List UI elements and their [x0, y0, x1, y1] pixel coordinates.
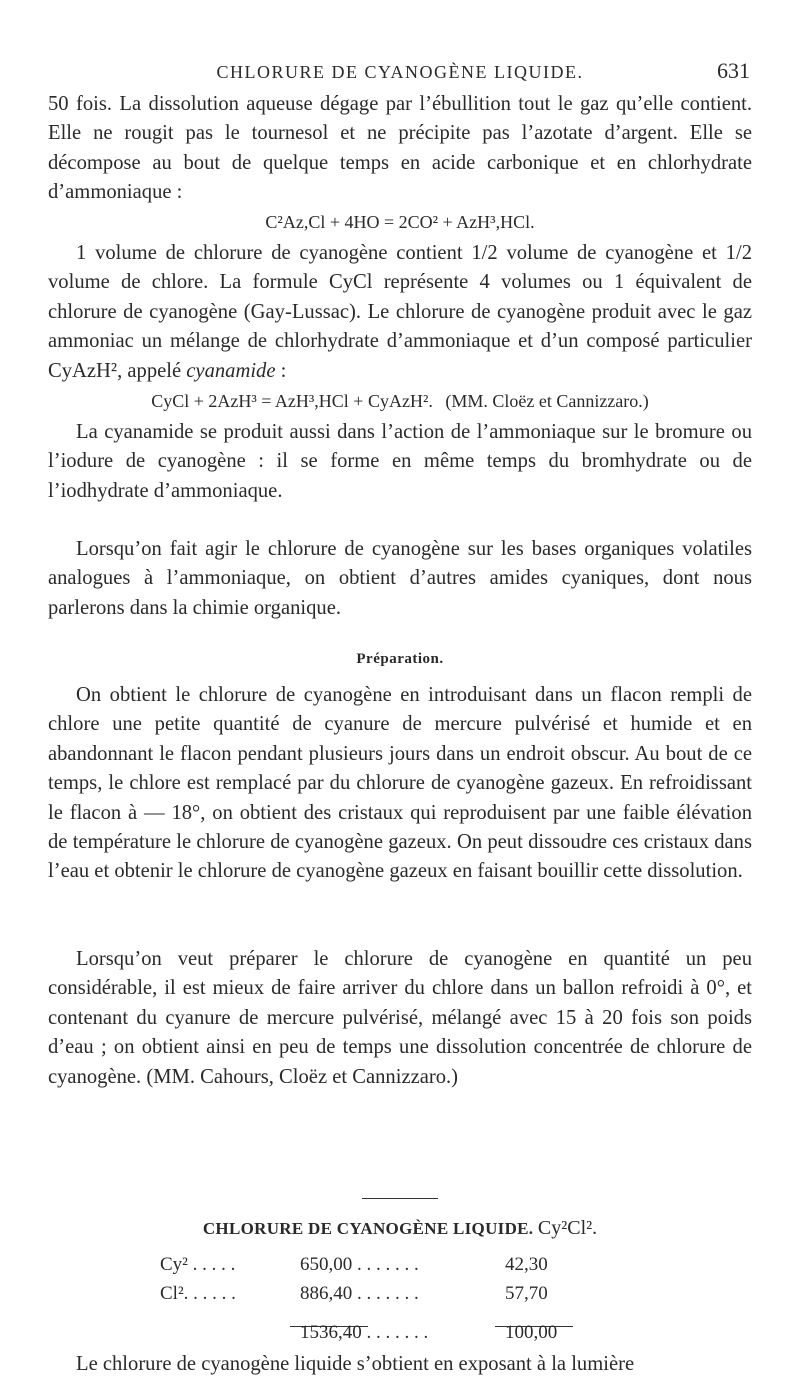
composition-row-cy — [160, 1254, 720, 1280]
equation-decomposition: C²Az,Cl + 4HO = 2CO² + AzH³,HCl. — [265, 212, 535, 232]
page-number: 631 — [717, 58, 750, 83]
total-mass: 1536,40 . . . . . . . — [300, 1322, 429, 1343]
composition-row-cl — [160, 1283, 720, 1309]
paragraph-5 — [48, 681, 752, 887]
term-cyanamide: cyanamide — [186, 359, 276, 382]
paragraph-3 — [48, 418, 752, 506]
equation-credit: (MM. Cloëz et Cannizzaro.) — [445, 391, 649, 411]
row-label: Cy² . . . . . — [160, 1254, 236, 1275]
composition-heading: CHLORURE DE CYANOGÈNE LIQUIDE. — [202, 1219, 534, 1238]
paragraph-text: On obtient le chlorure de cyanogène en introduisant dans un flacon rempli de chlore une petite quantité de cyanure de mercure pulvérisé et humide et en abandonnant le flacon pendant plusieurs jours dans un endroit obscur. Au bout de ce temps, le chlore est remplacé par du chlorure de cyanogène gazeux. En refroidissant le flacon à — 18°, on obtient des cristaux qui reproduisent par une faible élévation de température le chlorure de cyanogène gazeux. On peut dissoudre ces cristaux dans l’eau et obtenir le chlorure de cyanogène gazeux en faisant bouillir cette dissolution. — [48, 684, 752, 883]
paragraph-6 — [48, 945, 752, 1092]
paragraph-7: Le chlorure de cyanogène liquide s’obtient en exposant à la lumière — [76, 1353, 635, 1375]
composition-formula: Cy²Cl². — [537, 1217, 598, 1239]
paragraph-text: La cyanamide se produit aussi dans l’action de l’ammoniaque sur le bromure ou l’iodure de cyanogène : il se forme en même temps du bromhydrate ou de l’iodhydrate d’ammoniaque. — [48, 421, 752, 502]
row-label: Cl². . . . . . — [160, 1283, 236, 1304]
paragraph-2 — [48, 239, 752, 386]
paragraph-text: Lorsqu’on fait agir le chlorure de cyanogène sur les bases organiques volatiles analogues à l’ammoniaque, on obtient d’autres amides cyaniques, dont nous parlerons dans la chimie organique. — [48, 538, 752, 619]
equation-cyanamide — [48, 391, 752, 412]
composition-title — [48, 1217, 752, 1240]
section-heading-preparation: Préparation. — [356, 651, 444, 667]
paragraph-text: Lorsqu’on veut préparer le chlorure de cyanogène en quantité un peu considérable, il est mieux de faire arriver du chlore dans un ballon refroidi à 0°, et contenant du cyanure de mercure pulvérisé, mélangé avec 15 à 20 fois son poids d’eau ; on obtient ainsi en peu de temps une dissolution concentrée de chlorure de cyanogène. (MM. Cahours, Cloëz et Cannizzaro.) — [48, 948, 752, 1088]
paragraph-1 — [48, 90, 752, 208]
equation-text: CyCl + 2AzH³ = AzH³,HCl + CyAzH². — [151, 391, 433, 411]
section-divider — [362, 1198, 438, 1199]
row-percent: 57,70 — [505, 1283, 548, 1304]
total-percent: 100,00 — [505, 1322, 558, 1343]
paragraph-text: 50 fois. La dissolution aqueuse dégage par l’ébullition tout le gaz qu’elle contient. Elle ne rougit pas le tournesol et ne précipite pas l’azotate d’argent. Elle se décompose au bout de quelque temps en acide carbonique et en chlorhydrate d’ammoniaque : — [48, 93, 752, 204]
row-mass: 886,40 . . . . . . . — [300, 1283, 419, 1304]
row-mass: 650,00 . . . . . . . — [300, 1254, 419, 1275]
paragraph-text: 1 volume de chlorure de cyanogène contient 1/2 volume de cyanogène et 1/2 volume de chlore. La formule CyCl représente 4 volumes ou 1 équivalent de chlorure de cyanogène (Gay-Lussac). Le chlorure de cyanogène produit avec le gaz ammoniac un mélange de chlorhydrate d’ammoniaque et d’un composé particulier CyAzH², appelé cyanamide : — [48, 242, 752, 382]
row-percent: 42,30 — [505, 1254, 548, 1275]
running-title: CHLORURE DE CYANOGÈNE LIQUIDE. — [216, 62, 584, 82]
paragraph-4 — [48, 535, 752, 623]
composition-row-total — [160, 1322, 720, 1348]
